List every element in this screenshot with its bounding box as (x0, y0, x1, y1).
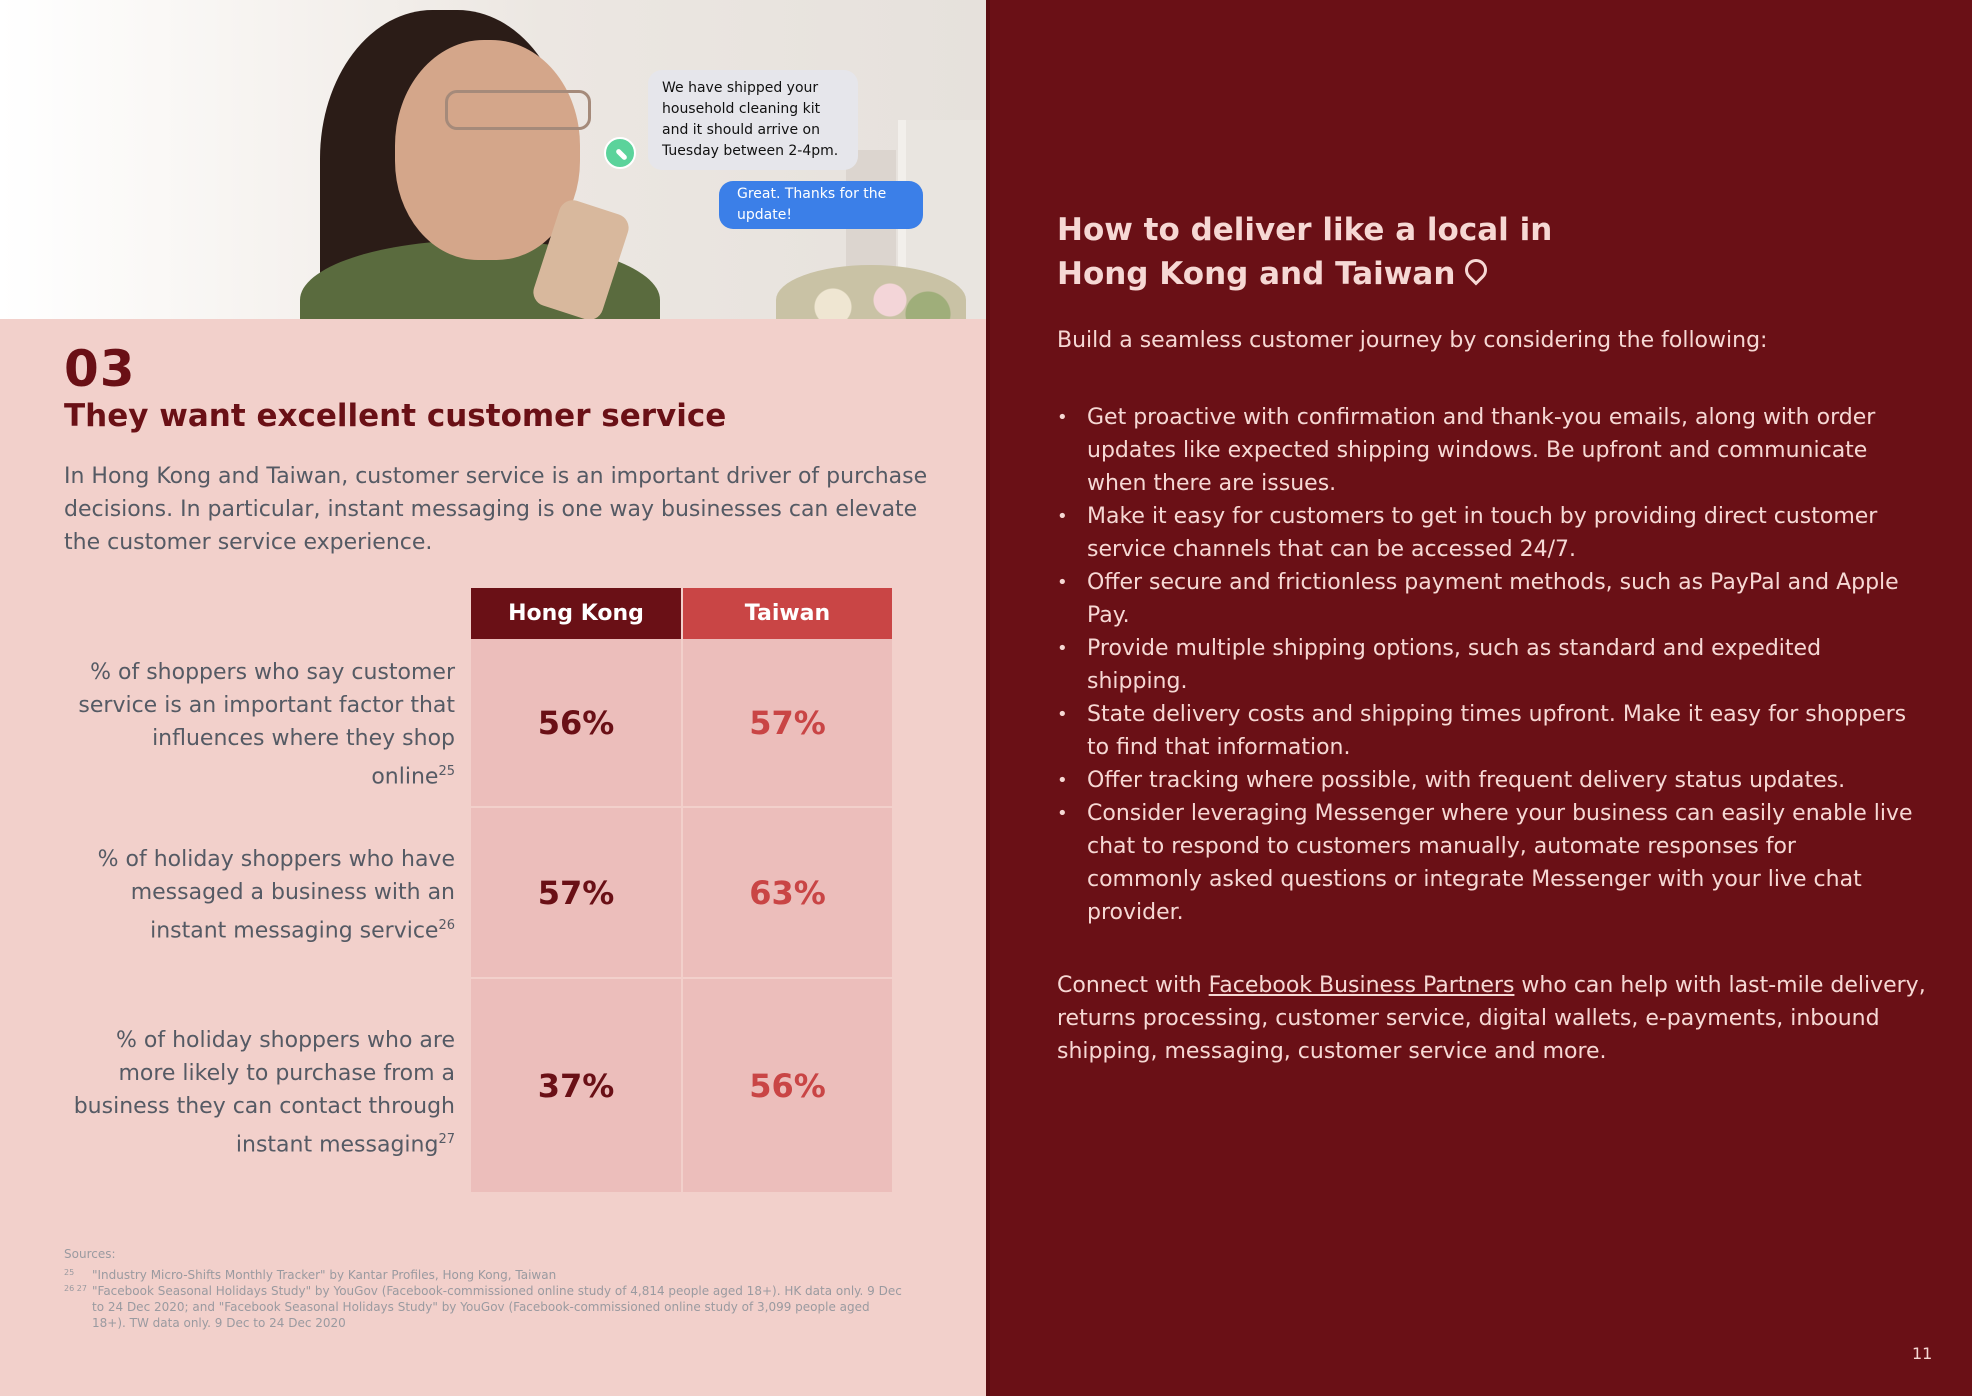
tip-item: • Make it easy for customers to get in touch by providing direct customer service channels that can be accessed 24/7. (1057, 500, 1917, 566)
cell-tw-row-3: 56% (683, 979, 892, 1192)
sources (64, 1246, 904, 1331)
source-ref: 26 27 (64, 1284, 87, 1293)
source-ref: 25 (64, 1268, 75, 1277)
right-title: How to deliver like a local in Hong Kong and Taiwan (1057, 212, 1553, 292)
row-label-2: % of holiday shoppers who have messaged a business with an instant messaging service$^{26}$ (97, 847, 455, 944)
tip-item: • State delivery costs and shipping times upfront. Make it easy for shoppers to find that information. (1057, 698, 1917, 764)
location-pin-icon (1461, 254, 1492, 285)
hero-photo (0, 0, 986, 319)
glasses (445, 90, 591, 130)
tip-item: • Get proactive with confirmation and thank-you emails, along with order updates like expected shipping windows. Be upfront and communicate when there are issues. (1057, 401, 1917, 500)
cell-hk-row-3: 37% (471, 979, 681, 1192)
tip-item: • Consider leveraging Messenger where your business can easily enable live chat to respond to customers manually, automate responses for commonly asked questions or integrate Messenger with your live chat provider. (1057, 797, 1917, 929)
chat-bubble-incoming: We have shipped your household cleaning kit and it should arrive on Tuesday between 2-4pm. (648, 70, 858, 170)
connect-paragraph: Connect with Facebook Business Partners who can help with last-mile delivery, returns processing, customer service, digital wallets, e-payments, inbound shipping, messaging, customer service and more. (1057, 973, 1926, 1064)
cell-tw-row-1: 57% (683, 639, 892, 806)
business-avatar-icon (604, 137, 636, 169)
right-lead: Build a seamless customer journey by considering the following: (1057, 328, 1768, 353)
tip-item: • Provide multiple shipping options, such as standard and expedited shipping. (1057, 632, 1917, 698)
section-number: 03 (64, 340, 136, 398)
cell-tw-row-2: 63% (683, 808, 892, 977)
chat-bubble-outgoing: Great. Thanks for the update! (719, 181, 923, 229)
row-label-1: % of shoppers who say customer service is an important factor that influences where they shop online$^{25}$ (78, 660, 455, 790)
cell-hk-row-1: 56% (471, 639, 681, 806)
page-number: 11 (1912, 1344, 1933, 1363)
section-title: They want excellent customer service (64, 398, 727, 434)
cell-hk-row-2: 57% (471, 808, 681, 977)
sources-heading: Sources: (64, 1247, 116, 1261)
section-intro: In Hong Kong and Taiwan, customer service is an important driver of purchase decisions. In particular, instant messaging is one way businesses can elevate the customer service experience. (64, 464, 928, 555)
header-hong-kong: Hong Kong (471, 588, 681, 639)
woman-face (395, 40, 580, 260)
facebook-business-partners-link[interactable]: Facebook Business Partners (1208, 973, 1515, 998)
tip-item: • Offer tracking where possible, with frequent delivery status updates. (1057, 764, 1917, 797)
tips-list (1057, 401, 1917, 929)
source-item: 26 27 "Facebook Seasonal Holidays Study" by YouGov (Facebook-commissioned online study of 4,814 people aged 18+). HK data only. 9 Dec to 24 Dec 2020; and "Facebook Seasonal Holidays Study" by YouGov (Facebook-commissioned online study of 3,099 people aged 18+). TW data only. 9 Dec to 24 Dec 2020 (64, 1283, 904, 1331)
header-taiwan: Taiwan (683, 588, 892, 639)
source-item: 25 "Industry Micro-Shifts Monthly Tracker" by Kantar Profiles, Hong Kong, Taiwan (64, 1267, 904, 1283)
tip-item: • Offer secure and frictionless payment methods, such as PayPal and Apple Pay. (1057, 566, 1917, 632)
row-label-3: % of holiday shoppers who are more likely to purchase from a business they can contact through instant messaging$^{27}$ (73, 1028, 455, 1158)
